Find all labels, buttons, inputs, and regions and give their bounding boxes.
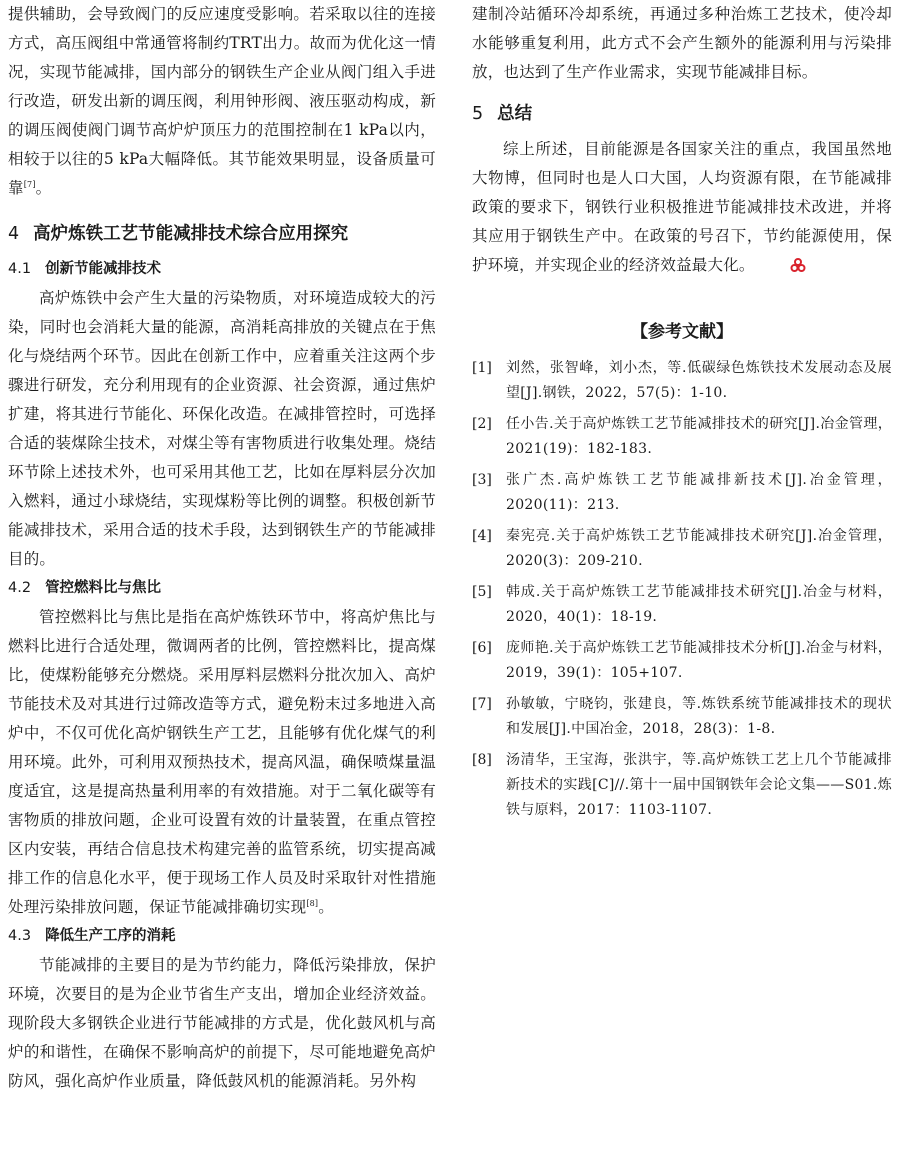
right-column xyxy=(472,0,892,829)
reference-item: [5] 韩成.关于高炉炼铁工艺节能减排技术研究[J].冶金与材料，2020，40(1)：18-19. xyxy=(472,584,892,625)
references-list xyxy=(472,356,892,823)
reference-item: [4] 秦宪亮.关于高炉炼铁工艺节能减排技术研究[J].冶金管理，2020(3)：209-210. xyxy=(472,528,892,569)
citation-8: [8] xyxy=(306,898,319,908)
reference-item: [3] 张广杰.高炉炼铁工艺节能减排新技术[J].冶金管理，2020(11)：213. xyxy=(472,472,892,513)
section-4-1-heading: 4.1 创新节能减排技术 xyxy=(8,261,162,277)
section-4-3-paragraph: 节能减排的主要目的是为节约能力，降低污染排放，保护环境，次要目的是为企业节省生产支出，增加企业经济效益。现阶段大多钢铁企业进行节能减排的方式是，优化鼓风机与高炉的和谐性，在确保不影响高炉的前提下，尽可能地避免高炉防风，强化高炉作业质量，降低鼓风机的能源消耗。另外构 xyxy=(8,956,436,1090)
paragraph-continued: 提供辅助，会导致阀门的反应速度受影响。若采取以往的连接方式，高压阀组中常通管将制约TRT出力。故而为优化这一情况，实现节能减排，国内部分的钢铁生产企业从阀门组入手进行改造，研发出新的调压阀，利用钟形阀、液压驱动构成，新的调压阀使阀门调节高炉炉顶压力的范围控制在1 kPa以内，相较于以往的5 kPa大幅降低。其节能效果明显，设备质量可靠[7]。 xyxy=(8,5,436,197)
reference-item: [6] 庞师艳.关于高炉炼铁工艺节能减排技术分析[J].冶金与材料，2019，39(1)：105+107. xyxy=(472,640,892,681)
paragraph-continued-right: 建制冷站循环冷却系统，再通过多种治炼工艺技术，使冷却水能够重复利用，此方式不会产生额外的能源利用与污染排放，也达到了生产作业需求，实现节能减排目标。 xyxy=(472,5,892,81)
section-4-3-heading: 4.3 降低生产工序的消耗 xyxy=(8,928,176,944)
section-4-2-paragraph: 管控燃料比与焦比是指在高炉炼铁环节中，将高炉焦比与燃料比进行合适处理，微调两者的比例，管控燃料比，提高煤比，使煤粉能够充分燃烧。采用厚料层燃料分批次加入、高炉节能技术及对其进行过筛改造等方式，避免粉末过多地进入高炉中，不仅可优化高炉钢铁生产工艺，且能够有优化煤气的利用环境。此外，可利用双预热技术，提高风温，确保喷煤量温度适宜，这是提高热量利用率的有效措施。对于二氧化碳等有害物质的排放问题，企业可设置有效的计量装置，在重点管控区内安装，再结合信息技术构建完善的监管系统，切实提高减排工作的信息化水平，便于现场工作人员及时采取针对性措施处理污染排放问题，保证节能减排确切实现[8]。 xyxy=(8,608,436,916)
section-4-1-paragraph: 高炉炼铁中会产生大量的污染物质，对环境造成较大的污染，同时也会消耗大量的能源，高消耗高排放的关键点在于焦化与烧结两个环节。因此在创新工作中，应着重关注这两个步骤进行研发，充分利用现有的企业资源、社会资源，通过焦炉扩建，将其进行节能化、环保化改造。在减排管控时，可选择合适的装煤除尘技术，对煤尘等有害物质进行收集处理。烧结环节除上述技术外，也可采用其他工艺，比如在厚料层分次加入燃料，通过小球烧结，实现煤粉等比例的调整。积极创新节能减排技术，采用合适的技术手段，达到钢铁生产的节能减排目的。 xyxy=(8,289,436,568)
end-mark-icon xyxy=(759,254,806,283)
left-column xyxy=(8,0,436,1096)
section-4-2-heading: 4.2 管控燃料比与焦比 xyxy=(8,580,162,596)
reference-item: [8] 汤清华，王宝海，张洪宇，等.高炉炼铁工艺上几个节能减排新技术的实践[C]//.第十一届中国钢铁年会论文集——S01.炼铁与原料，2017：1103-1107. xyxy=(472,752,892,818)
citation-7: [7] xyxy=(23,179,36,189)
references-title: 【参考文献】 xyxy=(631,322,733,342)
reference-item: [2] 任小告.关于高炉炼铁工艺节能减排技术的研究[J].冶金管理，2021(19)：182-183. xyxy=(472,416,892,457)
reference-item: [1] 刘然，张智峰，刘小杰，等.低碳绿色炼铁技术发展动态及展望[J].钢铁，2022，57(5)：1-10. xyxy=(472,360,892,401)
section-4-heading: 4 高炉炼铁工艺节能减排技术综合应用探究 xyxy=(8,224,349,244)
reference-item: [7] 孙敏敏，宁晓钧，张建良，等.炼铁系统节能减排技术的现状和发展[J].中国冶金，2018，28(3)：1-8. xyxy=(472,696,892,737)
section-5-heading: 5 总结 xyxy=(472,104,533,124)
conclusion-paragraph: 综上所述，目前能源是各国家关注的重点，我国虽然地大物博，但同时也是人口大国，人均资源有限，在节能减排政策的要求下，钢铁行业积极推进节能减排技术改进，并将其应用于钢铁生产中。在政策的号召下，节约能源使用，保护环境，并实现企业的经济效益最大化。 xyxy=(472,135,892,283)
